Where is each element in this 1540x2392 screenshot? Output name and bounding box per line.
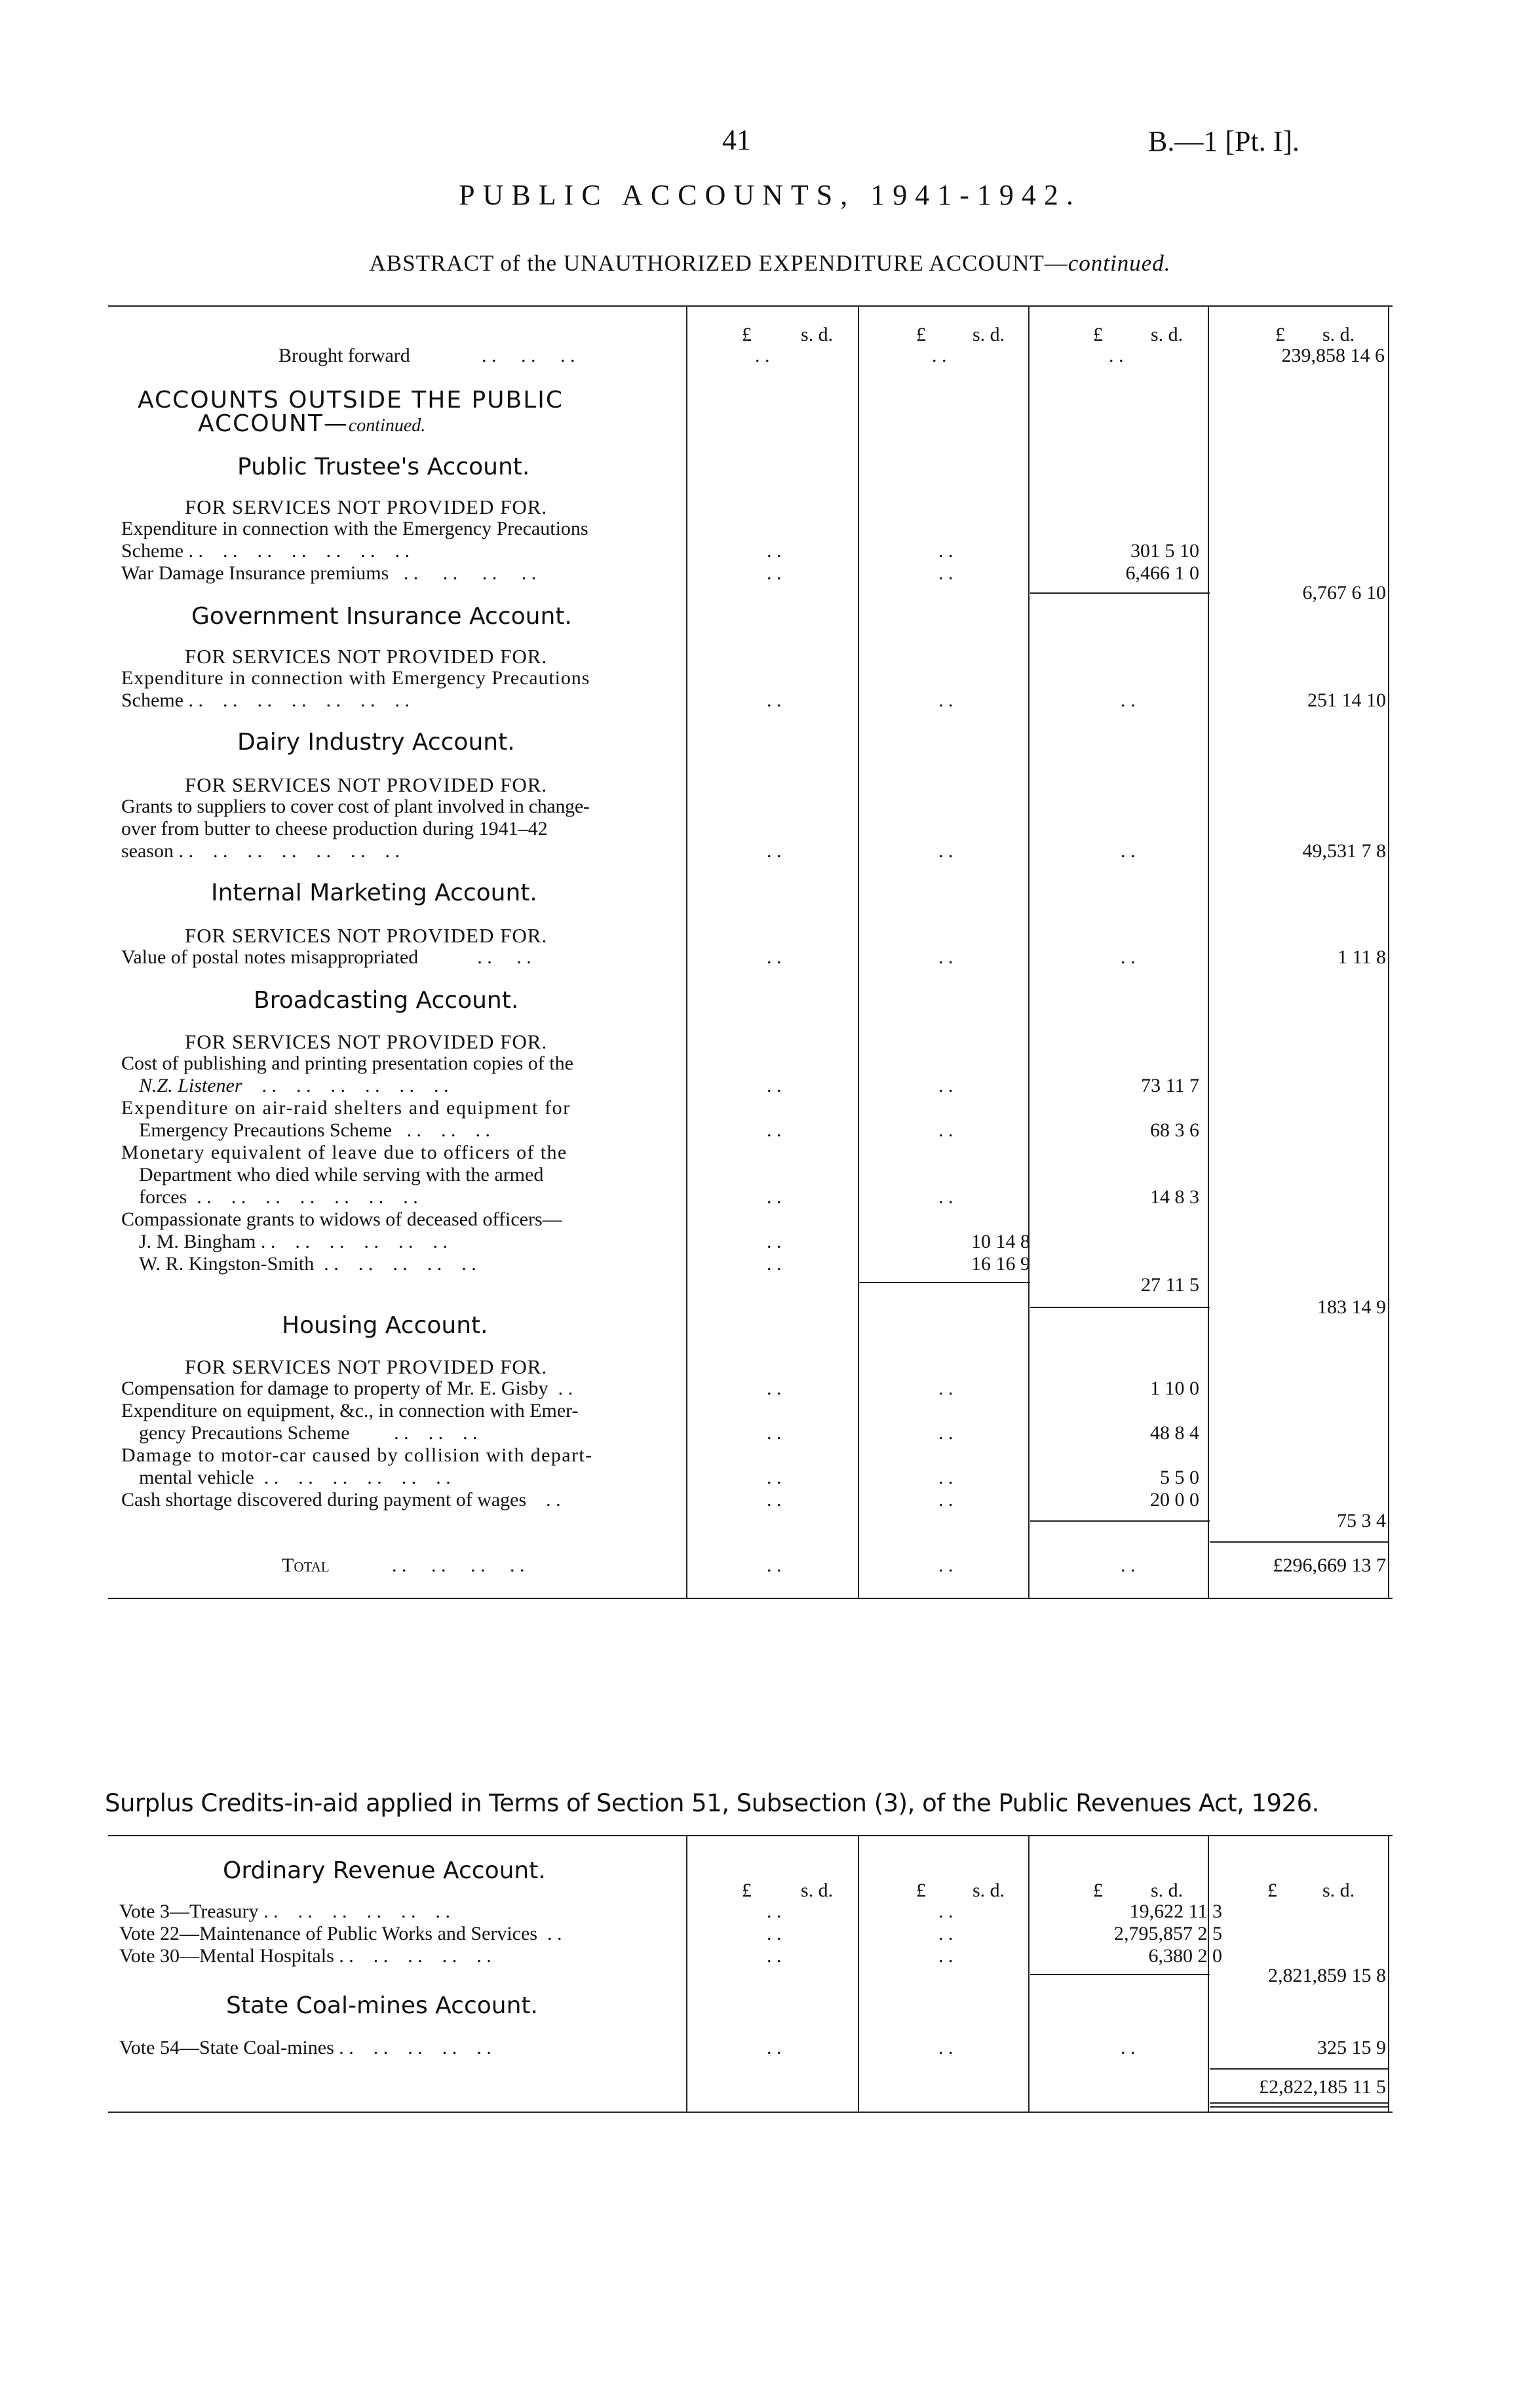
col3-empty-dots: . . xyxy=(1109,345,1124,366)
col1-empty-dots: . . xyxy=(767,1945,782,1967)
col2-empty-dots: . . xyxy=(938,1119,953,1141)
bc-row1-line1: Cost of publishing and printing presentation copies of the xyxy=(121,1052,573,1074)
bc-row6: W. R. Kingston-Smith . . . . . . . . . . xyxy=(139,1253,476,1275)
col1-empty-dots: . . xyxy=(767,1253,782,1275)
or-subtotal-rule xyxy=(1030,1974,1210,1975)
col2-empty-dots: . . xyxy=(938,1489,953,1511)
h-row3-line2-text: mental vehicle xyxy=(139,1467,254,1488)
col1-empty-dots: . . xyxy=(767,1378,782,1399)
col3-empty-dots: . . xyxy=(1121,840,1136,862)
public-trustee-heading: Public Trustee's Account. xyxy=(237,453,530,480)
column-rule-4 xyxy=(1208,307,1209,1598)
dairy-total: 49,531 7 8 xyxy=(1302,840,1386,862)
dairy-row1-line3-text: season xyxy=(121,840,174,862)
broadcasting-heading: Broadcasting Account. xyxy=(254,987,519,1014)
bc-row6-amount: 16 16 9 xyxy=(971,1253,1030,1275)
col1-empty-dots: . . xyxy=(755,345,770,366)
outside-heading-line2: ACCOUNT— xyxy=(198,410,349,437)
gi-row1-line2: Scheme . . . . . . . . . . . . . . xyxy=(121,689,410,711)
h-row2-line1: Expenditure on equipment, &c., in connection with Emer- xyxy=(121,1400,579,1421)
page-subtitle xyxy=(0,250,1540,277)
subtitle-italic: continued. xyxy=(1068,250,1171,276)
col1-empty-dots: . . xyxy=(767,1231,782,1252)
or-row3-amount: 6,380 2 0 xyxy=(1148,1945,1222,1967)
bc-row3-line2: Department who died while serving with the armed xyxy=(139,1164,544,1186)
or-row3: Vote 30—Mental Hospitals . . . . . . . . . . xyxy=(119,1945,491,1967)
bc-row3-amount: 14 8 3 xyxy=(1150,1186,1199,1208)
col1-empty-dots: . . xyxy=(767,1186,782,1208)
dairy-row1-line3: season . . . . . . . . . . . . . . xyxy=(121,840,400,862)
col1-empty-dots: . . xyxy=(767,689,782,711)
bc-row4: Compassionate grants to widows of deceased officers— xyxy=(121,1208,562,1230)
t2-double-rule xyxy=(1210,2102,1388,2108)
pt-row2: War Damage Insurance premiums . . . . . . . . xyxy=(121,562,537,584)
col2-empty-dots: . . xyxy=(938,689,953,711)
column-rule-5 xyxy=(1388,307,1389,1598)
gov-insurance-heading: Government Insurance Account. xyxy=(191,603,572,630)
page-title: PUBLIC ACCOUNTS, 1941-1942. xyxy=(459,179,1081,211)
col2-pound-head: £ xyxy=(916,1880,926,1901)
bc-row3-line3: forces . . . . . . . . . . . . . . xyxy=(139,1186,418,1208)
col2-empty-dots: . . xyxy=(938,1378,953,1399)
col2-empty-dots: . . xyxy=(938,540,953,562)
or-row2-amount: 2,795,857 2 5 xyxy=(1114,1923,1222,1944)
col2-empty-dots: . . xyxy=(932,345,947,366)
services-label: FOR SERVICES NOT PROVIDED FOR. xyxy=(185,645,548,668)
col4-pound-head: £ xyxy=(1275,324,1285,345)
bc-row2-line2-text: Emergency Precautions Scheme xyxy=(139,1119,392,1141)
h-row4-amount: 20 0 0 xyxy=(1150,1489,1199,1511)
column-rule-5 xyxy=(1388,1836,1389,2112)
col2-empty-dots: . . xyxy=(938,1422,953,1444)
col2-empty-dots: . . xyxy=(938,1900,953,1922)
gi-total: 251 14 10 xyxy=(1307,689,1386,711)
col2-empty-dots: . . xyxy=(938,1945,953,1967)
im-row1: Value of postal notes misappropriated . . . . xyxy=(121,946,531,968)
grand-total: £296,669 13 7 xyxy=(1273,1554,1386,1576)
internal-marketing-heading: Internal Marketing Account. xyxy=(211,879,537,906)
bc-grants-sum: 27 11 5 xyxy=(1141,1274,1199,1296)
col1-empty-dots: . . xyxy=(767,1467,782,1488)
or-total: 2,821,859 15 8 xyxy=(1268,1965,1386,1986)
surplus-credits-title: Surplus Credits-in-aid applied in Terms of Section 51, Subsection (3), of the Public Revenues Act, 1926. xyxy=(105,1789,1319,1817)
col1-empty-dots: . . xyxy=(767,1489,782,1511)
services-label: FOR SERVICES NOT PROVIDED FOR. xyxy=(185,495,548,518)
col3-sd-head: s. d. xyxy=(1151,324,1184,345)
bc-row1-line2: N.Z. Listener . . . . . . . . . . . . xyxy=(139,1075,449,1096)
col4-sd-head: s. d. xyxy=(1322,1880,1355,1901)
col2-empty-dots: . . xyxy=(938,2037,953,2058)
services-label: FOR SERVICES NOT PROVIDED FOR. xyxy=(185,1355,548,1378)
bc-row1-line2-text: N.Z. Listener xyxy=(139,1075,242,1096)
services-label: FOR SERVICES NOT PROVIDED FOR. xyxy=(185,924,548,947)
subtitle-main: ABSTRACT of the UNAUTHORIZED EXPENDITURE ACCOUNT— xyxy=(369,250,1068,276)
h-row2-line2-text: gency Precautions Scheme xyxy=(139,1422,350,1444)
page-number: 41 xyxy=(722,124,751,156)
h-row4-text: Cash shortage discovered during payment of wages xyxy=(121,1489,527,1511)
col2-empty-dots: . . xyxy=(938,562,953,584)
outside-heading-italic: continued. xyxy=(348,415,426,436)
col2-empty-dots: . . xyxy=(938,1923,953,1944)
coal-row1-text: Vote 54—State Coal-mines xyxy=(119,2037,334,2058)
bc-total: 183 14 9 xyxy=(1317,1296,1386,1318)
gi-row1-line2-text: Scheme xyxy=(121,689,183,711)
col4-pound-head: £ xyxy=(1267,1880,1277,1901)
bc-grants-rule xyxy=(858,1282,1030,1283)
im-total: 1 11 8 xyxy=(1338,946,1386,968)
services-label: FOR SERVICES NOT PROVIDED FOR. xyxy=(185,773,548,796)
h-row2-line2: gency Precautions Scheme . . . . . . xyxy=(139,1422,478,1444)
col3-empty-dots: . . xyxy=(1121,1554,1136,1576)
total-label: Total xyxy=(282,1554,330,1576)
col3-pound-head: £ xyxy=(1093,1880,1103,1901)
section-heading-outside: ACCOUNTS OUTSIDE THE PUBLIC xyxy=(138,387,564,414)
brought-forward-total: 239,858 14 6 xyxy=(1281,345,1385,366)
col2-sd-head: s. d. xyxy=(972,1880,1005,1901)
h-row1-text: Compensation for damage to property of Mr. E. Gisby xyxy=(121,1378,549,1399)
h-subtotal-rule xyxy=(1030,1520,1210,1522)
col2-empty-dots: . . xyxy=(938,1075,953,1096)
pt-row1-line1: Expenditure in connection with the Emergency Precautions xyxy=(121,518,588,539)
state-coal-heading: State Coal-mines Account. xyxy=(226,1992,538,2019)
column-rule-2 xyxy=(858,307,859,1598)
col1-empty-dots: . . xyxy=(767,540,782,562)
dairy-heading: Dairy Industry Account. xyxy=(237,729,515,756)
col1-empty-dots: . . xyxy=(767,1554,782,1576)
or-row1: Vote 3—Treasury . . . . . . . . . . . . xyxy=(119,1900,451,1922)
col2-empty-dots: . . xyxy=(938,1467,953,1488)
col1-sd-head: s. d. xyxy=(801,324,834,345)
t2-grand-total-rule xyxy=(1210,2068,1388,2070)
col4-sd-head: s. d. xyxy=(1322,324,1355,345)
gi-row1-line1: Expenditure in connection with Emergency Precautions xyxy=(121,667,590,689)
leader-dots: . . . . . . xyxy=(482,345,575,366)
pt-row1-amount: 301 5 10 xyxy=(1130,540,1199,562)
col3-sd-head: s. d. xyxy=(1151,1880,1184,1901)
bc-row6-text: W. R. Kingston-Smith xyxy=(139,1253,315,1275)
col1-empty-dots: . . xyxy=(767,1923,782,1944)
bc-row2-line2: Emergency Precautions Scheme . . . . . . xyxy=(139,1119,490,1141)
h-row2-amount: 48 8 4 xyxy=(1150,1422,1199,1444)
or-row1-text: Vote 3—Treasury xyxy=(119,1900,259,1922)
col1-empty-dots: . . xyxy=(767,1900,782,1922)
col1-empty-dots: . . xyxy=(767,1075,782,1096)
or-row2-text: Vote 22—Maintenance of Public Works and Services xyxy=(119,1923,538,1944)
h-row3-amount: 5 5 0 xyxy=(1160,1467,1199,1488)
column-rule-1 xyxy=(686,1836,687,2112)
col1-empty-dots: . . xyxy=(767,1119,782,1141)
ordinary-revenue-heading: Ordinary Revenue Account. xyxy=(223,1857,546,1884)
or-row1-amount: 19,622 11 3 xyxy=(1129,1900,1222,1922)
col1-pound-head: £ xyxy=(742,324,752,345)
col2-empty-dots: . . xyxy=(938,840,953,862)
im-row1-text: Value of postal notes misappropriated xyxy=(121,946,419,968)
bc-row5: J. M. Bingham . . . . . . . . . . . . xyxy=(139,1231,448,1252)
pt-total: 6,767 6 10 xyxy=(1302,582,1386,604)
grand-total-rule xyxy=(1210,1541,1388,1543)
column-rule-1 xyxy=(686,307,687,1598)
column-rule-2 xyxy=(858,1836,859,2112)
col1-empty-dots: . . xyxy=(767,840,782,862)
h-row1-amount: 1 10 0 xyxy=(1150,1378,1199,1399)
col1-empty-dots: . . xyxy=(767,1422,782,1444)
col1-empty-dots: . . xyxy=(767,946,782,968)
col1-empty-dots: . . xyxy=(767,2037,782,2058)
services-label: FOR SERVICES NOT PROVIDED FOR. xyxy=(185,1030,548,1053)
document-reference: B.—1 [Pt. I]. xyxy=(1148,125,1299,157)
col3-empty-dots: . . xyxy=(1121,2037,1136,2058)
bc-row2-amount: 68 3 6 xyxy=(1150,1119,1199,1141)
bc-row5-text: J. M. Bingham xyxy=(139,1231,256,1252)
leader-dots: . . . . . . . . xyxy=(392,1554,525,1576)
housing-heading: Housing Account. xyxy=(282,1312,488,1339)
bc-row3-line1: Monetary equivalent of leave due to officers of the xyxy=(121,1142,568,1163)
or-row3-text: Vote 30—Mental Hospitals xyxy=(119,1945,334,1967)
column-rule-3 xyxy=(1028,1836,1030,2112)
h-row3-line1: Damage to motor-car caused by collision with depart- xyxy=(121,1444,593,1466)
h-row1: Compensation for damage to property of Mr. E. Gisby . . xyxy=(121,1378,573,1399)
pt-row2-amount: 6,466 1 0 xyxy=(1125,562,1199,584)
col2-empty-dots: . . xyxy=(938,1554,953,1576)
col2-sd-head: s. d. xyxy=(972,324,1005,345)
column-rule-3 xyxy=(1028,307,1030,1598)
col1-pound-head: £ xyxy=(742,1880,752,1901)
dairy-row1-line1: Grants to suppliers to cover cost of plant involved in change- xyxy=(121,796,590,817)
bc-subtotal-rule xyxy=(1030,1307,1210,1308)
col3-empty-dots: . . xyxy=(1121,689,1136,711)
h-row4: Cash shortage discovered during payment of wages . . xyxy=(121,1489,561,1511)
brought-forward-label: Brought forward xyxy=(279,345,410,366)
bc-row5-amount: 10 14 8 xyxy=(971,1231,1030,1252)
col2-empty-dots: . . xyxy=(938,1186,953,1208)
col3-pound-head: £ xyxy=(1093,324,1103,345)
pt-row1-line2: Scheme . . . . . . . . . . . . . . xyxy=(121,540,410,562)
h-row3-line2: mental vehicle . . . . . . . . . . . . xyxy=(139,1467,451,1488)
col3-empty-dots: . . xyxy=(1121,946,1136,968)
bc-row1-amount: 73 11 7 xyxy=(1141,1075,1199,1096)
pt-subtotal-rule xyxy=(1030,592,1210,594)
coal-total: 325 15 9 xyxy=(1317,2037,1386,2058)
coal-row1: Vote 54—State Coal-mines . . . . . . . . . . xyxy=(119,2037,491,2058)
or-row2: Vote 22—Maintenance of Public Works and Services . . xyxy=(119,1923,562,1944)
col1-empty-dots: . . xyxy=(767,562,782,584)
dairy-row1-line2: over from butter to cheese production during 1941–42 xyxy=(121,818,548,839)
col2-empty-dots: . . xyxy=(938,946,953,968)
pt-row2-text: War Damage Insurance premiums xyxy=(121,562,389,584)
h-total: 75 3 4 xyxy=(1337,1510,1386,1532)
col1-sd-head: s. d. xyxy=(801,1880,834,1901)
section-heading-outside-line2 xyxy=(198,410,425,437)
bc-row3-line3-text: forces xyxy=(139,1186,187,1208)
bc-row2-line1: Expenditure on air-raid shelters and equipment for xyxy=(121,1097,571,1119)
pt-row1-line2-text: Scheme xyxy=(121,540,183,562)
t2-grand-total: £2,822,185 11 5 xyxy=(1259,2076,1386,2098)
col2-pound-head: £ xyxy=(916,324,926,345)
